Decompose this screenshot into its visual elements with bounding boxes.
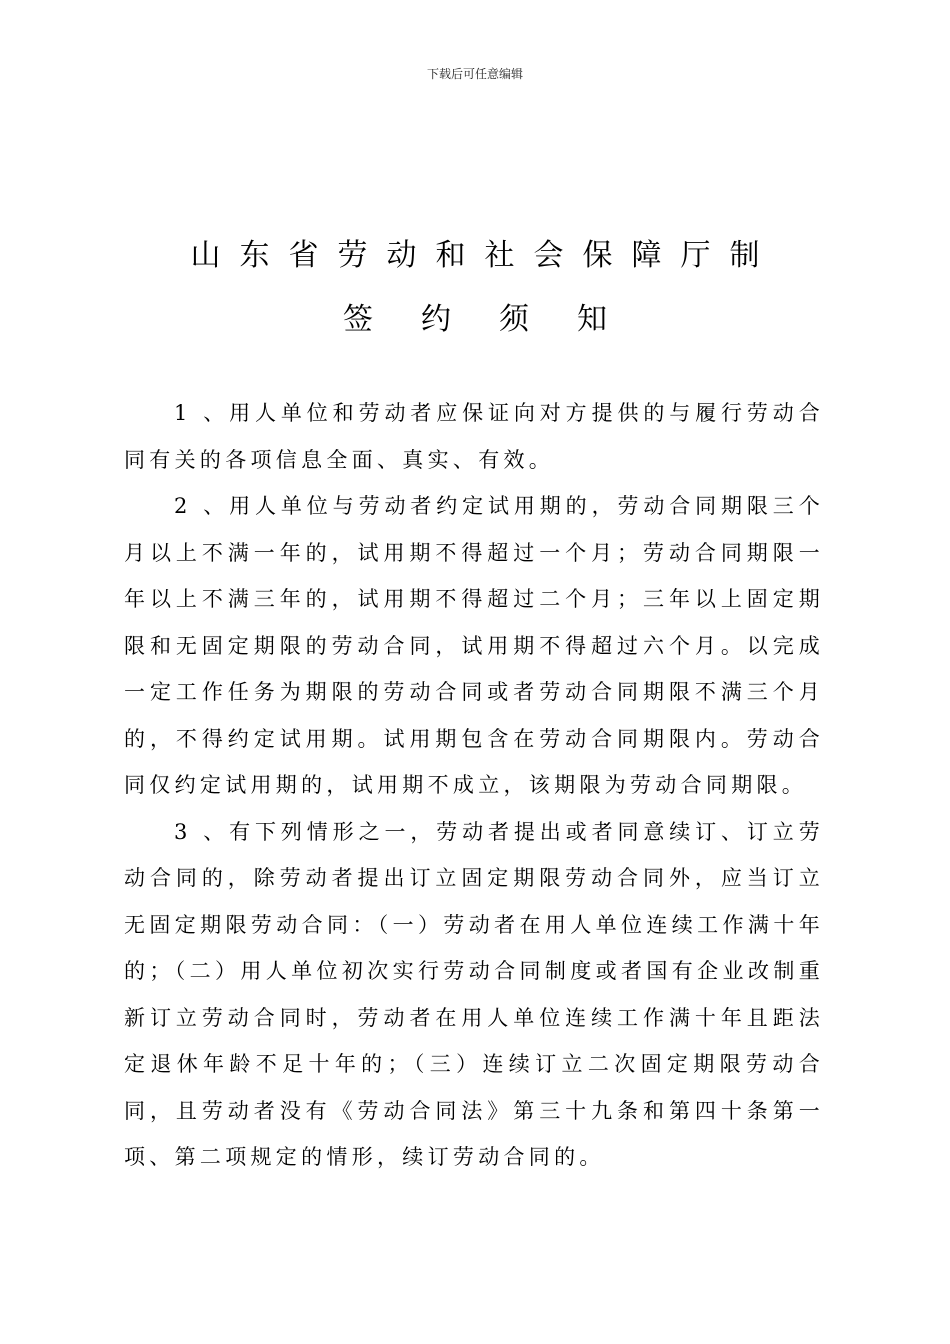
document-body xyxy=(124,390,824,1181)
document-title-issuer: 山东省劳动和社会保障厅制 xyxy=(190,238,779,273)
paragraph-2: 2 、用人单位与劳动者约定试用期的，劳动合同期限三个月以上不满一年的，试用期不得超过一个月；劳动合同期限一年以上不满三年的，试用期不得超过二个月；三年以上固定期限和无固定期限的劳动合同，试用期不得超过六个月。以完成一定工作任务为期限的劳动合同或者劳动合同期限不满三个月的，不得约定试用期。试用期包含在劳动合同期限内。劳动合同仅约定试用期的，试用期不成立，该期限为劳动合同期限。 xyxy=(124,494,824,797)
document-title: 签约须知 xyxy=(343,302,655,337)
header-note: 下载后可任意编辑 xyxy=(426,67,523,81)
paragraph-3: 3 、有下列情形之一，劳动者提出或者同意续订、订立劳动合同的，除劳动者提出订立固定期限劳动合同外，应当订立无固定期限劳动合同：（一）劳动者在用人单位连续工作满十年的；（二）用人单位初次实行劳动合同制度或者国有企业改制重新订立劳动合同时，劳动者在用人单位连续工作满十年且距法定退休年龄不足十年的；（三）连续订立二次固定期限劳动合同，且劳动者没有《劳动合同法》第三十九条和第四十条第一项、第二项规定的情形，续订劳动合同的。 xyxy=(124,819,824,1169)
paragraph-1: 1 、用人单位和劳动者应保证向对方提供的与履行劳动合同有关的各项信息全面、真实、有效。 xyxy=(124,401,824,472)
